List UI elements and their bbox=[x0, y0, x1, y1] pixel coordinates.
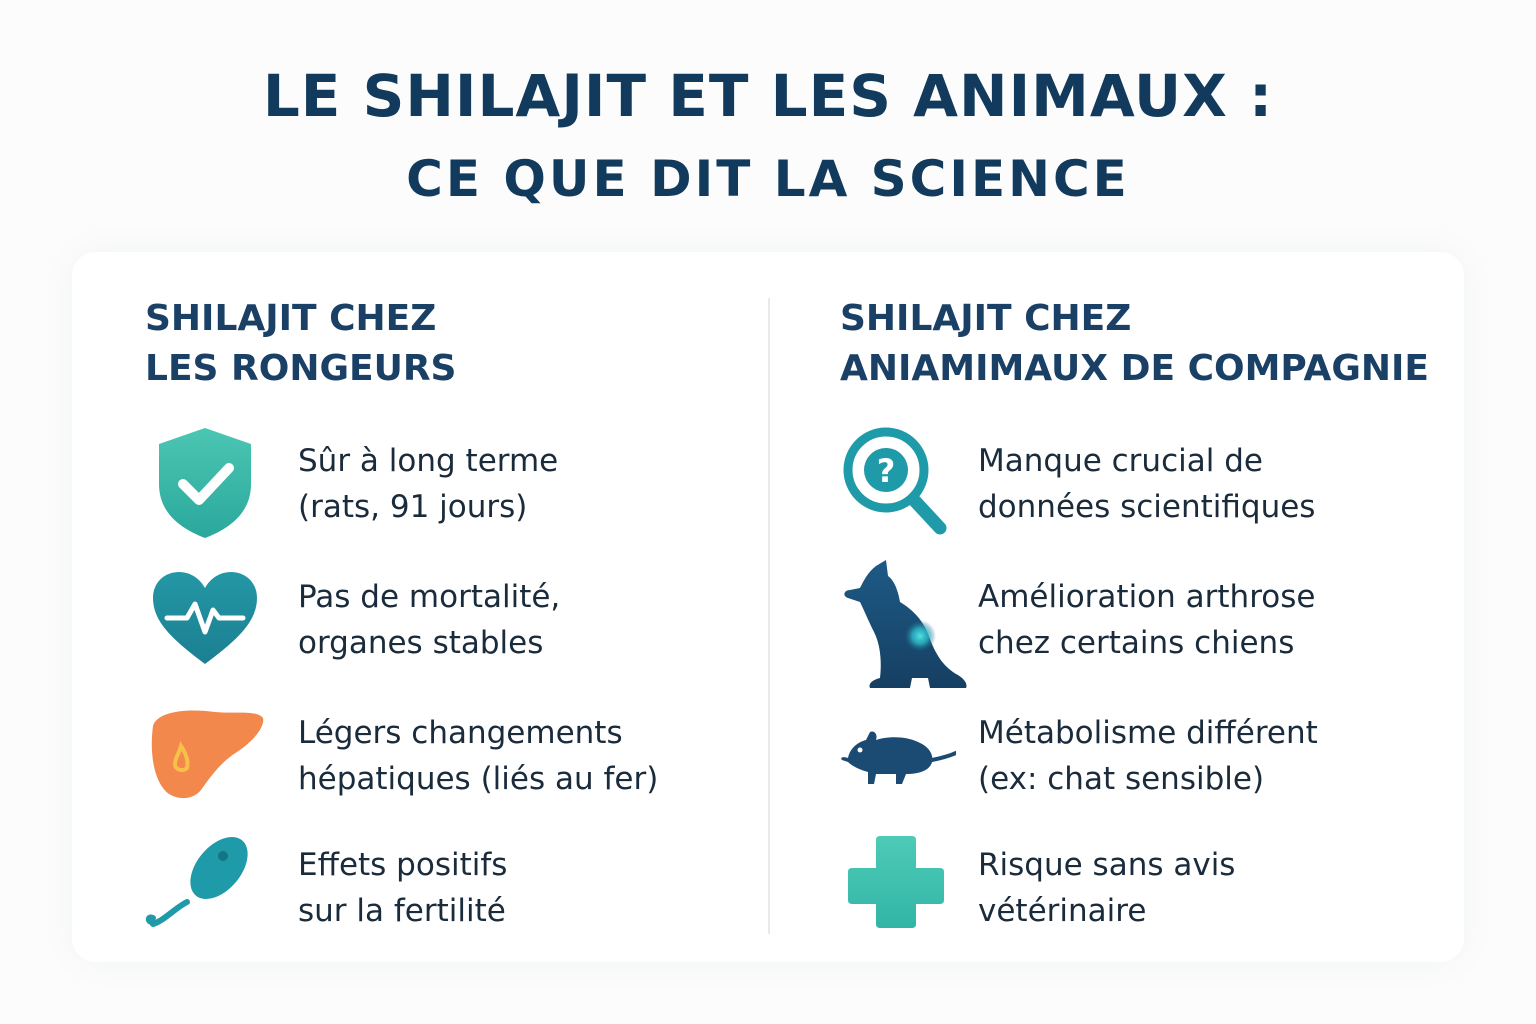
shield-check-icon bbox=[145, 424, 265, 544]
dog-icon bbox=[836, 560, 976, 694]
item-line: chez certains chiens bbox=[978, 625, 1295, 661]
item-line: organes stables bbox=[298, 625, 544, 661]
sperm-icon bbox=[145, 828, 265, 948]
item-line: Métabolisme différent bbox=[978, 715, 1318, 751]
right-item-data-text bbox=[978, 438, 1315, 530]
medical-cross-icon bbox=[836, 828, 956, 948]
item-line: Amélioration arthrose bbox=[978, 579, 1316, 615]
right-heading-line2: ANIAMIMAUX DE COMPAGNIE bbox=[840, 348, 1430, 389]
page-title: LE SHILAJIT ET LES ANIMAUX : bbox=[262, 62, 1274, 130]
right-heading-line1: SHILAJIT CHEZ bbox=[840, 298, 1132, 339]
item-line: Risque sans avis bbox=[978, 847, 1236, 883]
item-line: données scientifiques bbox=[978, 489, 1316, 525]
item-line: Légers changements bbox=[298, 715, 623, 751]
item-line: Pas de mortalité, bbox=[298, 579, 561, 615]
item-line: (ex: chat sensible) bbox=[978, 761, 1265, 797]
svg-text:?: ? bbox=[876, 452, 896, 490]
liver-icon bbox=[145, 696, 265, 816]
item-line: (rats, 91 jours) bbox=[298, 489, 528, 525]
right-item-risk-text bbox=[978, 842, 1235, 934]
heart-pulse-icon bbox=[145, 560, 265, 680]
left-item-mortality-text bbox=[298, 574, 560, 666]
item-line: Manque crucial de bbox=[978, 443, 1263, 479]
mouse-icon bbox=[836, 696, 956, 816]
item-line: vétérinaire bbox=[978, 893, 1147, 929]
left-item-liver-text bbox=[298, 710, 658, 802]
item-line: Sûr à long terme bbox=[298, 443, 559, 479]
right-item-dog-text bbox=[978, 574, 1315, 666]
item-line: sur la fertilité bbox=[298, 893, 506, 929]
magnifier-question-icon bbox=[836, 424, 956, 544]
right-column-heading bbox=[840, 294, 1429, 394]
item-line: Effets positifs bbox=[298, 847, 508, 883]
left-item-fertility-text bbox=[298, 842, 507, 934]
left-item-safety-text bbox=[298, 438, 558, 530]
left-column-heading bbox=[145, 294, 456, 394]
left-heading-line2: LES RONGEURS bbox=[145, 348, 457, 389]
page-subtitle: CE QUE DIT LA SCIENCE bbox=[406, 150, 1130, 208]
column-divider bbox=[768, 298, 770, 934]
left-heading-line1: SHILAJIT CHEZ bbox=[145, 298, 437, 339]
item-line: hépatiques (liés au fer) bbox=[298, 761, 659, 797]
right-item-metabolism-text bbox=[978, 710, 1318, 802]
